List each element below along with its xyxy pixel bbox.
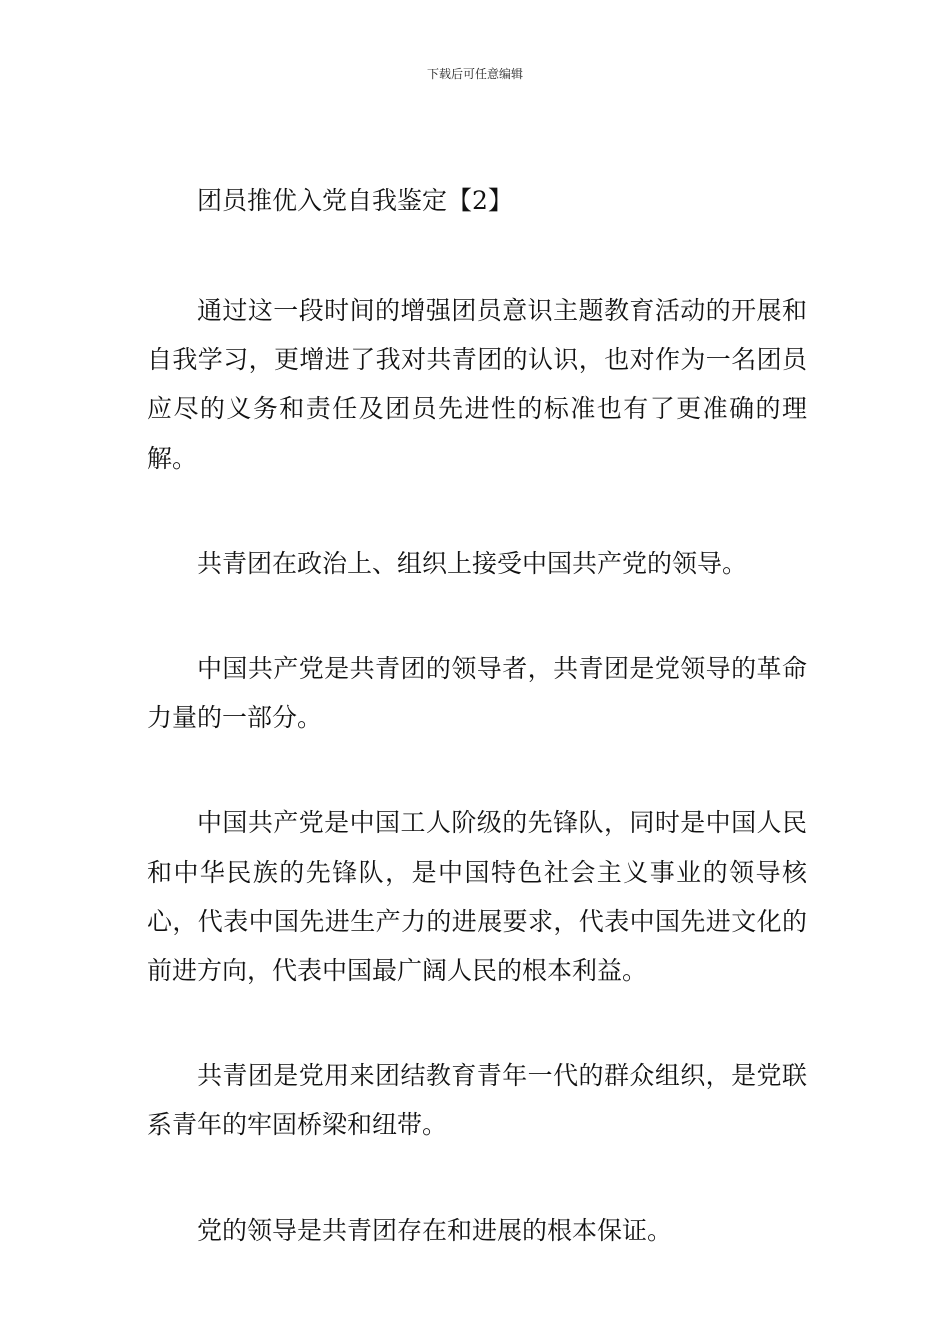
paragraph-1: 通过这一段时间的增强团员意识主题教育活动的开展和自我学习，更增进了我对共青团的认识，也对作为一名团员应尽的义务和责任及团员先进性的标准也有了更准确的理解。 bbox=[147, 296, 807, 473]
document-body bbox=[147, 178, 807, 1255]
spacer bbox=[147, 224, 807, 286]
spacer bbox=[147, 742, 807, 798]
spacer bbox=[147, 1150, 807, 1206]
paragraph-3: 中国共产党是共青团的领导者，共青团是党领导的革命力量的一部分。 bbox=[147, 654, 807, 733]
paragraph-4: 中国共产党是中国工人阶级的先锋队，同时是中国人民和中华民族的先锋队，是中国特色社会主义事业的领导核心，代表中国先进生产力的进展要求，代表中国先进文化的前进方向，代表中国最广阔人民的根本利益。 bbox=[147, 808, 807, 986]
spacer bbox=[147, 483, 807, 539]
spacer bbox=[147, 588, 807, 644]
spacer bbox=[147, 995, 807, 1051]
page-header-note: 下载后可任意编辑 bbox=[426, 67, 523, 81]
document-title: 团员推优入党自我鉴定【2】 bbox=[197, 186, 513, 215]
paragraph-2: 共青团在政治上、组织上接受中国共产党的领导。 bbox=[197, 548, 748, 578]
paragraph-5: 共青团是党用来团结教育青年一代的群众组织，是党联系青年的牢固桥梁和纽带。 bbox=[147, 1061, 807, 1140]
paragraph-6: 党的领导是共青团存在和进展的根本保证。 bbox=[197, 1215, 673, 1245]
